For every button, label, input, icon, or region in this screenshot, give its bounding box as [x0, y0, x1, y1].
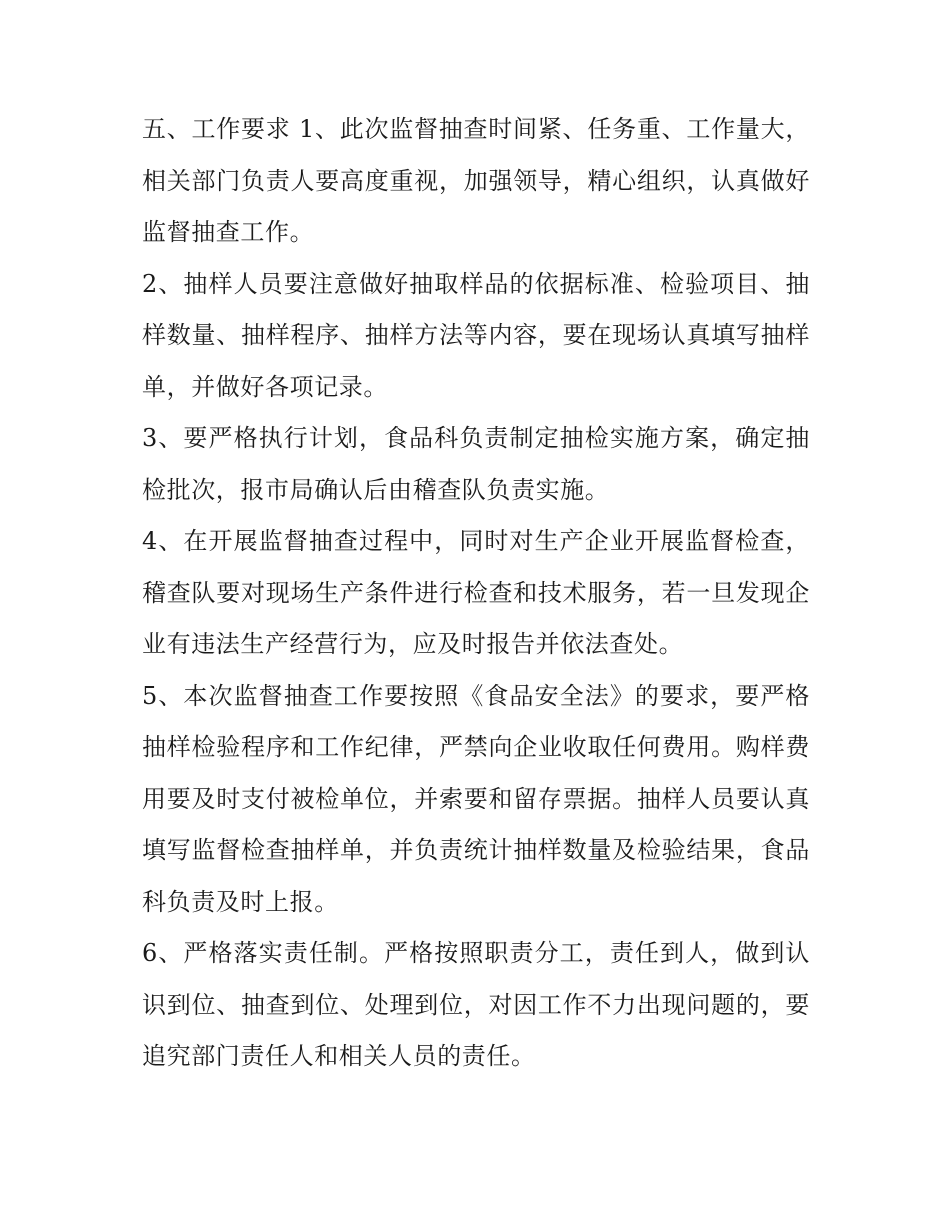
paragraph-plan-execution: 3、要严格执行计划，食品科负责制定抽检实施方案，确定抽检批次，报市局确认后由稽查队负责实施。	[142, 424, 810, 504]
paragraph-sampling-staff: 2、抽样人员要注意做好抽取样品的依据标准、检验项目、抽样数量、抽样程序、抽样方法等内容，要在现场认真填写抽样单，并做好各项记录。	[142, 269, 810, 401]
paragraph-work-requirements: 五、工作要求 1、此次监督抽查时间紧、任务重、工作量大，相关部门负责人要高度重视，加强领导，精心组织，认真做好监督抽查工作。	[142, 115, 810, 246]
paragraph-supervision-inspection: 4、在开展监督抽查过程中，同时对生产企业开展监督检查，稽查队要对现场生产条件进行检查和技术服务，若一旦发现企业有违法生产经营行为，应及时报告并依法查处。	[142, 527, 810, 658]
paragraph-responsibility-system: 6、严格落实责任制。严格按照职责分工，责任到人，做到认识到位、抽查到位、处理到位，对因工作不力出现问题的，要追究部门责任人和相关人员的责任。	[142, 939, 810, 1070]
document-body	[142, 104, 810, 1083]
paragraph-food-safety-law: 5、本次监督抽查工作要按照《食品安全法》的要求，要严格抽样检验程序和工作纪律，严禁向企业收取任何费用。购样费用要及时支付被检单位，并索要和留存票据。抽样人员要认真填写监督检查抽样单，并负责统计抽样数量及检验结果，食品科负责及时上报。	[142, 681, 810, 916]
